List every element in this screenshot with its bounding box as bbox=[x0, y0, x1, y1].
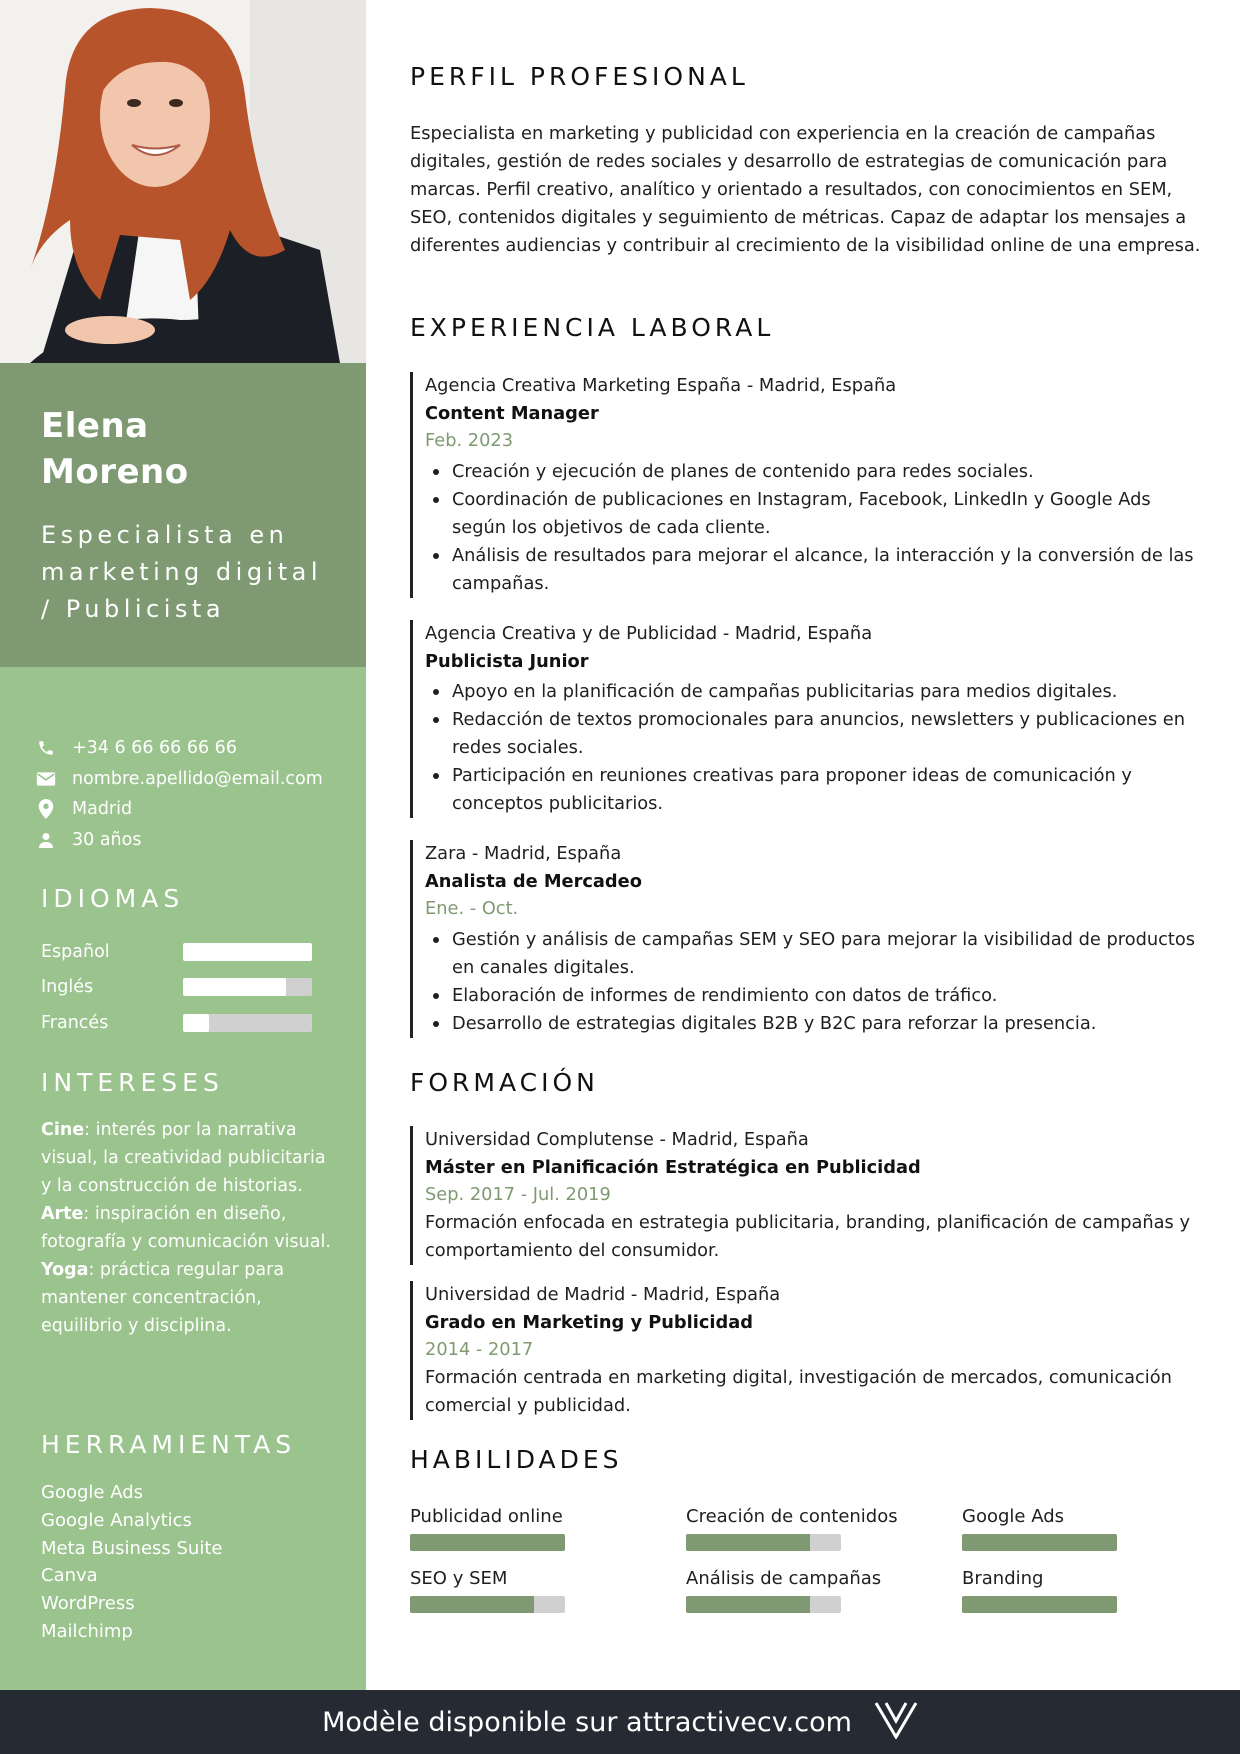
experience-bullet: Gestión y análisis de campañas SEM y SEO para mejorar la visibilidad de productos en canales digitales. bbox=[425, 926, 1210, 982]
skill-item bbox=[962, 1567, 1202, 1613]
languages-list bbox=[41, 934, 331, 1041]
skill-item bbox=[962, 1505, 1202, 1551]
footer-text[interactable]: Modèle disponible sur attractivecv.com bbox=[322, 1706, 852, 1738]
language-level-bar bbox=[183, 978, 312, 996]
profile-photo bbox=[0, 0, 366, 363]
language-level-fill bbox=[183, 943, 312, 961]
email-icon bbox=[36, 769, 56, 789]
summary-heading: PERFIL PROFESIONAL bbox=[410, 62, 749, 91]
interest-title: Cine bbox=[41, 1120, 85, 1140]
skill-name: Publicidad online bbox=[410, 1506, 563, 1527]
tools-list bbox=[41, 1479, 331, 1646]
experience-date: Feb. 2023 bbox=[425, 430, 514, 451]
language-level-fill bbox=[183, 1014, 209, 1032]
experience-bullet: Redacción de textos promocionales para anuncios, newsletters y publicaciones en redes sociales. bbox=[425, 706, 1210, 762]
language-row bbox=[41, 934, 331, 970]
skill-level-bar bbox=[686, 1596, 841, 1613]
experience-bullets bbox=[425, 926, 1210, 1038]
attractivecv-logo bbox=[874, 1701, 918, 1743]
experience-org: Zara - Madrid, España bbox=[425, 843, 622, 864]
interest-text: : práctica regular para mantener concentración, equilibrio y disciplina. bbox=[41, 1260, 285, 1336]
experience-org: Agencia Creativa Marketing España - Madrid, España bbox=[425, 375, 897, 396]
interest-item bbox=[41, 1116, 331, 1200]
experience-entry bbox=[410, 620, 1210, 818]
interest-item bbox=[41, 1200, 331, 1256]
contact-phone bbox=[36, 733, 356, 764]
language-level-bar bbox=[183, 943, 312, 961]
language-level-fill bbox=[183, 978, 286, 996]
education-title: Máster en Planificación Estratégica en Publicidad bbox=[425, 1156, 921, 1178]
phone-text: +34 6 66 66 66 66 bbox=[72, 738, 237, 759]
experience-title: Analista de Mercadeo bbox=[425, 870, 642, 892]
education-org: Universidad Complutense - Madrid, España bbox=[425, 1129, 809, 1150]
interest-title: Yoga bbox=[41, 1260, 89, 1280]
name-block bbox=[0, 363, 366, 667]
contact-email bbox=[36, 764, 356, 795]
experience-bullet: Desarrollo de estrategias digitales B2B y B2C para reforzar la presencia. bbox=[425, 1010, 1210, 1038]
skill-level-fill bbox=[410, 1534, 565, 1551]
person-icon bbox=[36, 830, 56, 850]
education-date: 2014 - 2017 bbox=[425, 1339, 534, 1360]
interests-list bbox=[41, 1116, 331, 1340]
language-name: Español bbox=[41, 941, 110, 962]
skill-level-bar bbox=[410, 1596, 565, 1613]
skills-heading: HABILIDADES bbox=[410, 1445, 623, 1474]
skill-level-bar bbox=[410, 1534, 565, 1551]
experience-bullet: Creación y ejecución de planes de contenido para redes sociales. bbox=[425, 458, 1210, 486]
education-org: Universidad de Madrid - Madrid, España bbox=[425, 1284, 781, 1305]
first-name: Elena bbox=[41, 406, 149, 446]
tool-item: Google Ads bbox=[41, 1482, 143, 1503]
experience-bullet: Análisis de resultados para mejorar el alcance, la interacción y la conversión de las campañas. bbox=[425, 542, 1210, 598]
interest-title: Arte bbox=[41, 1204, 84, 1224]
education-entry bbox=[410, 1281, 1210, 1420]
experience-bullets bbox=[425, 458, 1210, 598]
tools-heading: HERRAMIENTAS bbox=[41, 1430, 297, 1459]
skill-item bbox=[410, 1505, 650, 1551]
tool-item: Meta Business Suite bbox=[41, 1537, 223, 1559]
sidebar bbox=[0, 0, 366, 1690]
languages-heading: IDIOMAS bbox=[41, 884, 185, 913]
education-desc: Formación centrada en marketing digital, investigación de mercados, comunicación comercial y publicidad. bbox=[425, 1367, 1172, 1416]
location-text: Madrid bbox=[72, 799, 133, 820]
language-level-bar bbox=[183, 1014, 312, 1032]
contact-age bbox=[36, 825, 356, 856]
tool-item: Canva bbox=[41, 1565, 98, 1587]
location-icon bbox=[36, 799, 56, 819]
interest-text: : interés por la narrativa visual, la creatividad publicitaria y la construcción de historias. bbox=[41, 1120, 326, 1196]
experience-title: Content Manager bbox=[425, 402, 599, 424]
skill-name: Branding bbox=[962, 1568, 1044, 1589]
experience-entry bbox=[410, 840, 1210, 1038]
email-text: nombre.apellido@email.com bbox=[72, 768, 323, 789]
interests-heading: INTERESES bbox=[41, 1068, 224, 1097]
education-heading: FORMACIÓN bbox=[410, 1068, 599, 1097]
skill-level-fill bbox=[686, 1596, 810, 1613]
tool-item: WordPress bbox=[41, 1593, 135, 1615]
skill-item bbox=[686, 1505, 926, 1551]
language-name: Inglés bbox=[41, 977, 94, 998]
experience-bullet: Elaboración de informes de rendimiento con datos de tráfico. bbox=[425, 982, 1210, 1010]
contact-list bbox=[36, 733, 356, 855]
footer-banner[interactable] bbox=[0, 1690, 1240, 1754]
education-title: Grado en Marketing y Publicidad bbox=[425, 1311, 753, 1333]
experience-heading: EXPERIENCIA LABORAL bbox=[410, 313, 775, 342]
skill-level-fill bbox=[962, 1596, 1117, 1613]
experience-bullets bbox=[425, 678, 1210, 818]
experience-bullet: Coordinación de publicaciones en Instagram, Facebook, LinkedIn y Google Ads según los objetivos de cada cliente. bbox=[425, 486, 1210, 542]
interest-item bbox=[41, 1256, 331, 1340]
tool-item: Mailchimp bbox=[41, 1620, 133, 1642]
skill-level-fill bbox=[686, 1534, 810, 1551]
skill-level-fill bbox=[962, 1534, 1117, 1551]
skill-item bbox=[686, 1567, 926, 1613]
language-name: Francés bbox=[41, 1012, 109, 1033]
tool-item: Google Analytics bbox=[41, 1509, 192, 1531]
experience-entry bbox=[410, 372, 1210, 598]
skill-level-bar bbox=[962, 1596, 1117, 1613]
skill-level-fill bbox=[410, 1596, 534, 1613]
skill-level-bar bbox=[686, 1534, 841, 1551]
last-name: Moreno bbox=[41, 452, 189, 492]
language-row bbox=[41, 1005, 331, 1041]
education-entry bbox=[410, 1126, 1210, 1265]
skill-name: Google Ads bbox=[962, 1506, 1064, 1527]
age-text: 30 años bbox=[72, 829, 142, 850]
experience-bullet: Apoyo en la planificación de campañas publicitarias para medios digitales. bbox=[425, 678, 1210, 706]
experience-title: Publicista Junior bbox=[425, 650, 589, 672]
skill-level-bar bbox=[962, 1534, 1117, 1551]
contact-location bbox=[36, 794, 356, 825]
experience-date: Ene. - Oct. bbox=[425, 898, 519, 919]
summary-text: Especialista en marketing y publicidad con experiencia en la creación de campañas digitales, gestión de redes sociales y desarrollo de estrategias de comunicación para marcas. Perfil creativo, analítico y orientado a resultados, con conocimientos en SEM, SEO, contenidos digitales y seguimiento de métricas. Capaz de adaptar los mensajes a diferentes audiencias y contribuir al crecimiento de la visibilidad online de una empresa. bbox=[410, 123, 1201, 256]
skill-item bbox=[410, 1567, 650, 1613]
phone-icon bbox=[36, 738, 56, 758]
interest-text: : inspiración en diseño, fotografía y comunicación visual. bbox=[41, 1204, 331, 1252]
experience-bullet: Participación en reuniones creativas para proponer ideas de comunicación y conceptos publicitarios. bbox=[425, 762, 1210, 818]
language-row bbox=[41, 970, 331, 1006]
education-desc: Formación enfocada en estrategia publicitaria, branding, planificación de campañas y comportamiento del consumidor. bbox=[425, 1212, 1190, 1261]
job-title: Especialista en marketing digital / Publicista bbox=[41, 521, 323, 623]
skill-name: Análisis de campañas bbox=[686, 1568, 882, 1589]
skill-name: SEO y SEM bbox=[410, 1568, 508, 1589]
skill-name: Creación de contenidos bbox=[686, 1506, 898, 1527]
experience-org: Agencia Creativa y de Publicidad - Madrid, España bbox=[425, 623, 873, 644]
education-date: Sep. 2017 - Jul. 2019 bbox=[425, 1184, 611, 1205]
